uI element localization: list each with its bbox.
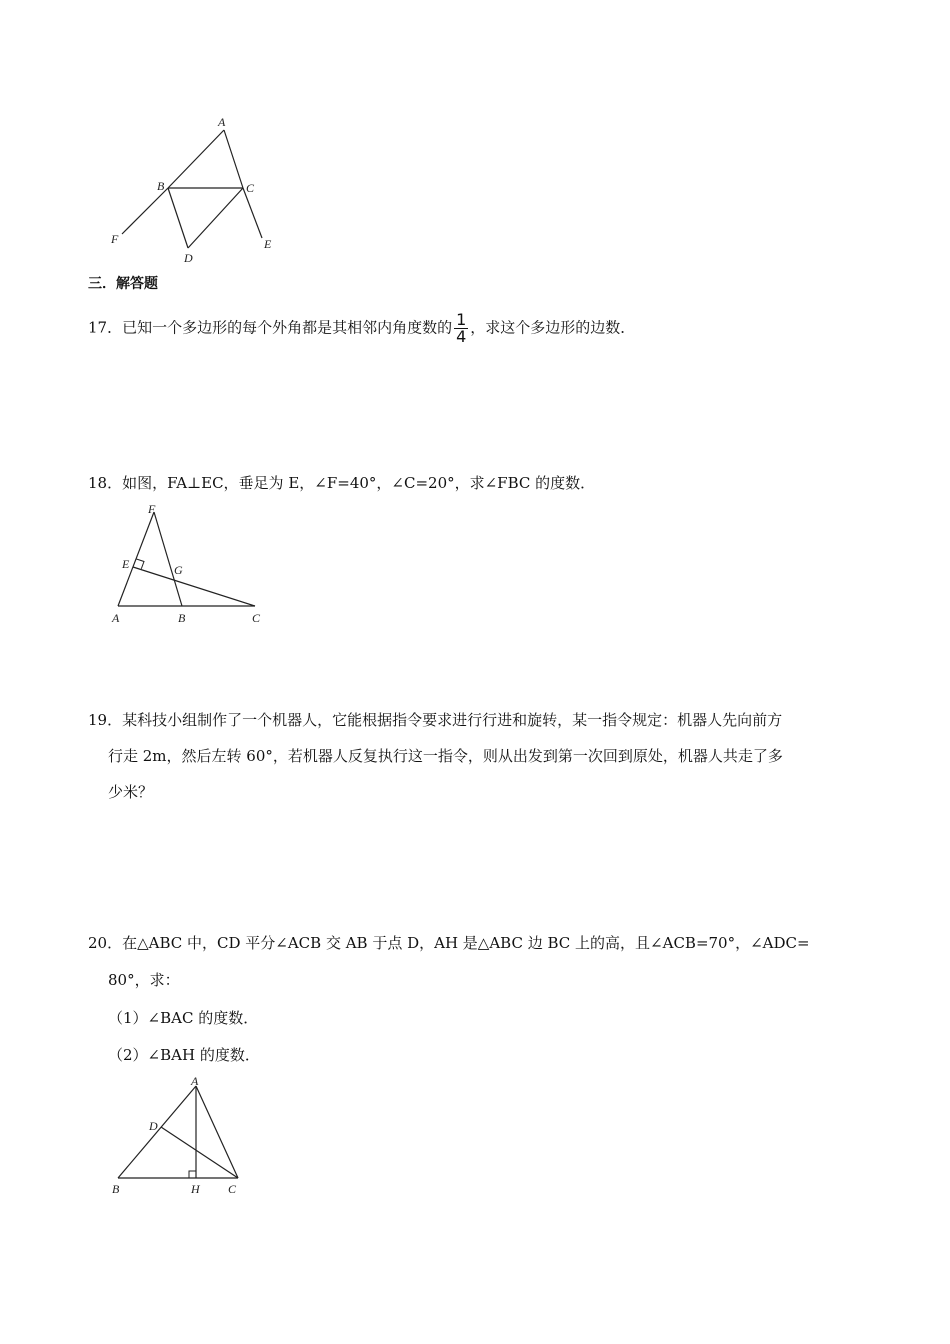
fraction-denominator: 4 xyxy=(456,327,467,346)
segment-cd xyxy=(188,188,243,248)
question-17 xyxy=(88,312,635,345)
label-a: A xyxy=(218,115,226,129)
label-h: H xyxy=(191,1182,200,1196)
figure-q20 xyxy=(100,1072,260,1202)
right-angle-mark xyxy=(189,1171,196,1178)
label-g: G xyxy=(174,563,183,577)
question-19-line1: 19．某科技小组制作了一个机器人，它能根据指令要求进行行进和旋转，某一指令规定：机器人先向前方 xyxy=(88,711,783,729)
right-angle-mark xyxy=(136,559,144,569)
figure-q18 xyxy=(100,498,280,628)
label-f: F xyxy=(148,502,156,516)
label-b: B xyxy=(178,611,186,625)
question-20-part1: （1）∠BAC 的度数． xyxy=(108,1009,259,1027)
q17-prefix: 17．已知一个多边形的每个外角都是其相邻内角度数的 xyxy=(88,318,453,337)
question-19-line2: 行走 2m，然后左转 60°，若机器人反复执行这一指令，则从出发到第一次回到原处，机器人共走了多 xyxy=(108,747,783,765)
question-20-line1: 20．在△ABC 中，CD 平分∠ACB 交 AB 于点 D，AH 是△ABC 边 BC 上的高，且∠ACB=70°，∠ADC= xyxy=(88,934,810,952)
label-b: B xyxy=(112,1182,120,1196)
label-a: A xyxy=(191,1074,199,1088)
label-e: E xyxy=(122,557,130,571)
label-f: F xyxy=(111,232,119,246)
label-c: C xyxy=(228,1182,237,1196)
q17-suffix: ，求这个多边形的边数． xyxy=(470,318,636,337)
label-b: B xyxy=(157,179,165,193)
segment-ce xyxy=(243,188,262,238)
label-d: D xyxy=(149,1119,158,1133)
segment-fb xyxy=(154,512,182,606)
segment-bd xyxy=(168,188,188,248)
fraction-numerator: 1 xyxy=(456,310,467,329)
label-c: C xyxy=(246,181,255,195)
question-20-line2: 80°，求： xyxy=(108,971,180,989)
segment-ab xyxy=(168,130,224,188)
label-c: C xyxy=(252,611,261,625)
section-title: 三．解答题 xyxy=(88,276,158,292)
question-18: 18．如图，FA⊥EC，垂足为 E，∠F=40°，∠C=20°，求∠FBC 的度数． xyxy=(88,474,596,492)
segment-bf xyxy=(122,188,168,234)
label-d: D xyxy=(184,251,193,265)
fraction-one-quarter xyxy=(454,312,468,345)
label-a: A xyxy=(112,611,120,625)
segment-ec xyxy=(133,567,255,606)
label-e: E xyxy=(264,237,272,251)
figure-quadrilateral xyxy=(100,110,290,270)
question-19-line3: 少米？ xyxy=(108,783,154,801)
question-20-part2: （2）∠BAH 的度数． xyxy=(108,1046,260,1064)
segment-ac xyxy=(224,130,243,188)
